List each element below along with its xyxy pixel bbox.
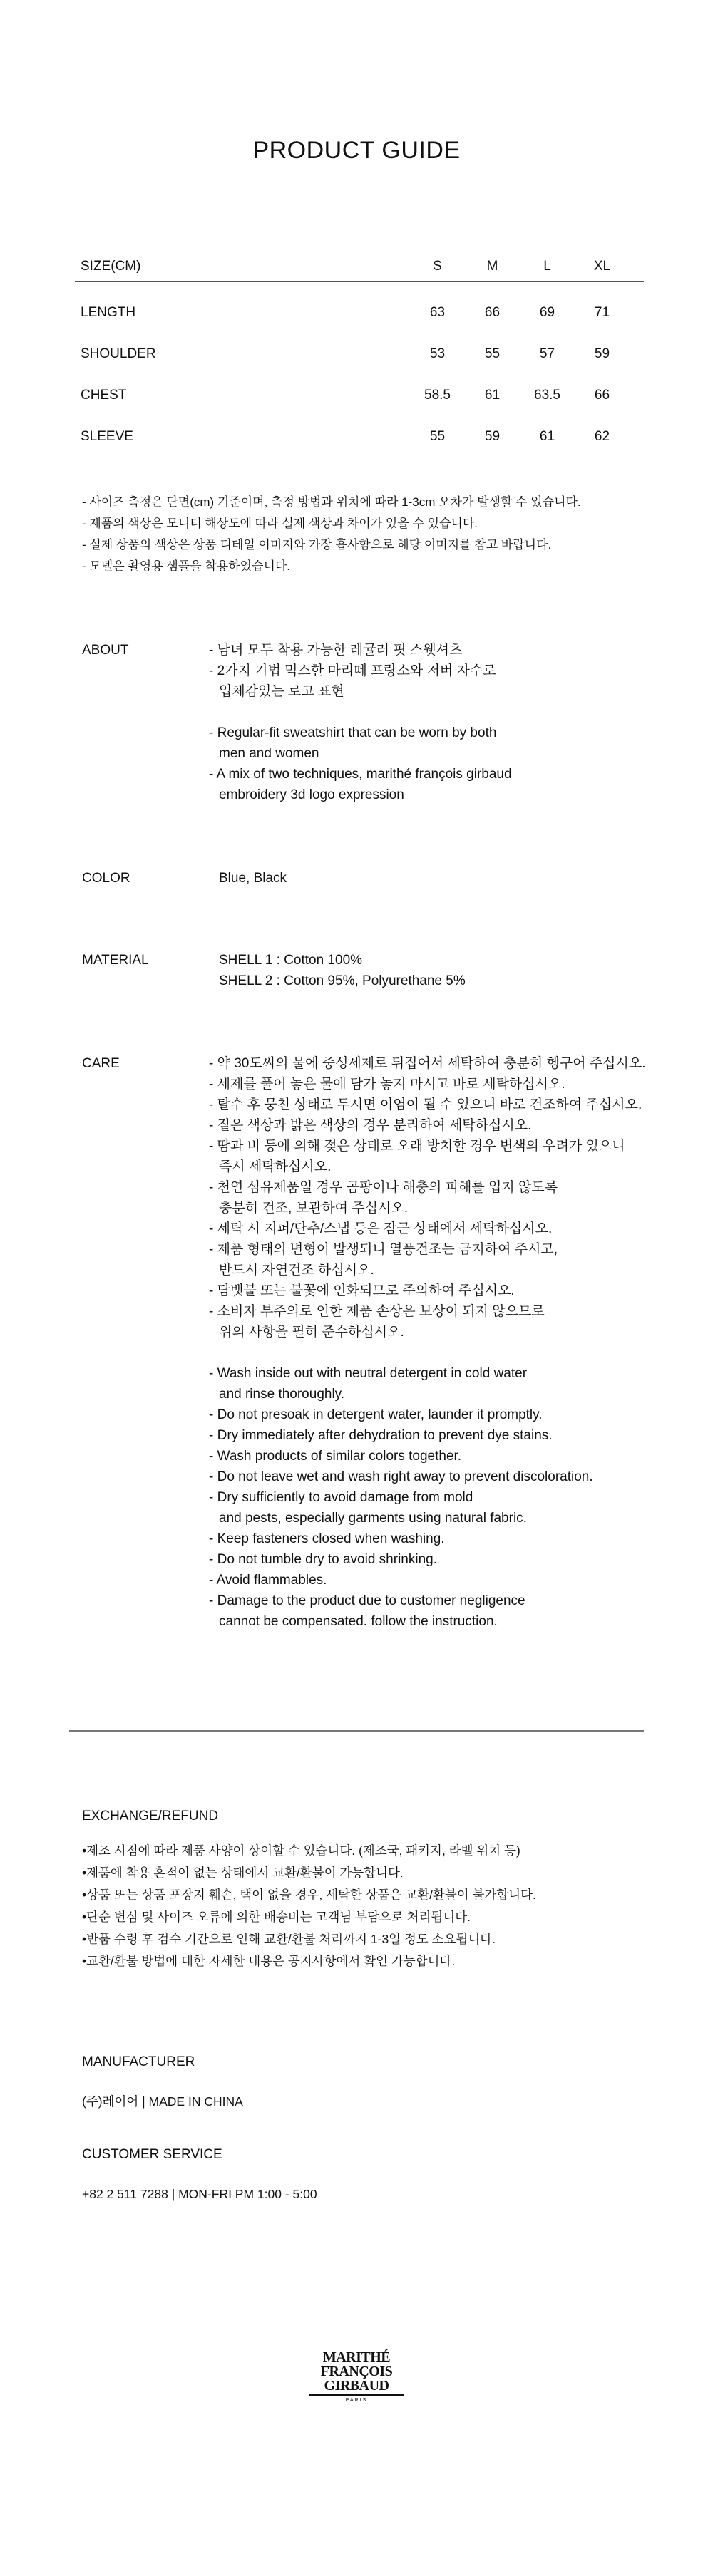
logo-rule xyxy=(309,2394,404,2396)
manufacturer-section xyxy=(82,2051,243,2113)
table-cell: 63 xyxy=(429,305,446,320)
about-line: - 2가지 기법 믹스한 마리떼 프랑소와 저버 자수로 xyxy=(209,663,496,678)
exchange-lines xyxy=(82,1840,536,1972)
logo-paris: PARIS xyxy=(345,2398,368,2403)
care-line: cannot be compensated. follow the instruction. xyxy=(219,1614,498,1629)
care-line: and rinse thoroughly. xyxy=(219,1387,345,1402)
row-label-sleeve: SLEEVE xyxy=(81,429,133,444)
table-cell: 59 xyxy=(484,429,501,444)
care-line: - 땀과 비 등에 의해 젖은 상태로 오래 방치할 경우 변색의 우려가 있으니 xyxy=(209,1139,625,1154)
page-title: PRODUCT GUIDE xyxy=(252,137,461,164)
care-line: - 약 30도씨의 물에 중성세제로 뒤집어서 세탁하여 충분히 헹구어 주십시오. xyxy=(209,1056,646,1071)
care-line: 반드시 자연건조 하십시오. xyxy=(219,1263,374,1278)
exchange-line: •제품에 착용 흔적이 없는 상태에서 교환/환불이 가능합니다. xyxy=(82,1866,404,1880)
care-line: 즉시 세탁하십시오. xyxy=(219,1159,332,1174)
care-label: CARE xyxy=(82,1056,120,1071)
about-label: ABOUT xyxy=(82,643,129,658)
material-line: SHELL 2 : Cotton 95%, Polyurethane 5% xyxy=(219,973,466,988)
logo-line: FRANÇOIS xyxy=(320,2364,393,2379)
care-line: - Wash inside out with neutral detergent in cold water xyxy=(209,1366,528,1381)
care-line: - 세탁 시 지퍼/단추/스냅 등은 잠근 상태에서 세탁하십시오. xyxy=(209,1221,553,1236)
about-line: men and women xyxy=(219,746,319,761)
note-line: - 실제 상품의 색상은 상품 디테일 이미지와 가장 흡사함으로 해당 이미지를 참고 바랍니다. xyxy=(82,538,552,552)
about-line: - 남녀 모두 착용 가능한 레귤러 핏 스웻셔츠 xyxy=(209,643,463,658)
spacer xyxy=(209,1343,665,1363)
size-header-label: SIZE(CM) xyxy=(81,258,141,274)
care-line: 위의 사항을 필히 준수하십시오. xyxy=(219,1325,404,1340)
color-label: COLOR xyxy=(82,871,130,886)
table-cell: 61 xyxy=(484,388,501,403)
customer-service-value: +82 2 511 7288 | MON-FRI PM 1:00 - 5:00 xyxy=(82,2187,317,2201)
note-line: - 제품의 색상은 모니터 해상도에 따라 실제 색상과 차이가 있을 수 있습니다. xyxy=(82,517,478,530)
size-col-s: S xyxy=(433,258,442,274)
care-line: - Do not tumble dry to avoid shrinking. xyxy=(209,1552,437,1567)
exchange-line: •상품 또는 상품 포장지 훼손, 택이 없을 경우, 세탁한 상품은 교환/환불이 불가합니다. xyxy=(82,1888,536,1902)
care-line: - 천연 섬유제품일 경우 곰팡이나 해충의 피해를 입지 않도록 xyxy=(209,1180,558,1195)
care-line: - Dry sufficiently to avoid damage from mold xyxy=(209,1490,473,1505)
manufacturer-value: (주)레이어 | MADE IN CHINA xyxy=(82,2094,243,2109)
size-table-header xyxy=(75,251,644,282)
brand-logo xyxy=(306,2350,407,2406)
care-line: - 짙은 색상과 밝은 색상의 경우 분리하여 세탁하십시오. xyxy=(209,1118,532,1133)
about-line: embroidery 3d logo expression xyxy=(219,787,404,802)
row-label-length: LENGTH xyxy=(81,305,136,320)
table-cell: 71 xyxy=(594,305,610,320)
table-row xyxy=(75,375,644,416)
table-cell: 69 xyxy=(539,305,555,320)
manufacturer-heading: MANUFACTURER xyxy=(82,2054,195,2069)
care-line: and pests, especially garments using natural fabric. xyxy=(219,1511,527,1526)
about-body xyxy=(209,640,665,805)
material-line: SHELL 1 : Cotton 100% xyxy=(219,953,363,968)
exchange-line: •제조 시점에 따라 제품 사양이 상이할 수 있습니다. (제조국, 패키지, 라벨 위치 등) xyxy=(82,1843,520,1858)
care-line: - 세제를 풀어 놓은 물에 담가 놓지 마시고 바로 세탁하십시오. xyxy=(209,1077,565,1092)
table-cell: 62 xyxy=(594,429,610,444)
care-line: - Keep fasteners closed when washing. xyxy=(209,1531,445,1546)
care-line: - 탈수 후 뭉친 상태로 두시면 이염이 될 수 있으니 바로 건조하여 주십시오. xyxy=(209,1097,642,1112)
table-cell: 66 xyxy=(594,388,610,403)
table-cell: 55 xyxy=(429,429,446,444)
table-cell: 63.5 xyxy=(534,388,560,403)
care-line: - 제품 형태의 변형이 발생되니 열풍건조는 금지하여 주시고, xyxy=(209,1242,558,1257)
about-line: 입체감있는 로고 표현 xyxy=(219,684,344,699)
table-cell: 53 xyxy=(429,346,446,361)
care-line: - Damage to the product due to customer negligence xyxy=(209,1593,525,1608)
exchange-line: •교환/환불 방법에 대한 자세한 내용은 공지사항에서 확인 가능합니다. xyxy=(82,1954,456,1968)
table-row xyxy=(75,292,644,333)
about-line: - Regular-fit sweatshirt that can be worn by both xyxy=(209,725,497,740)
spacer xyxy=(209,702,665,723)
table-row xyxy=(75,333,644,375)
section-divider xyxy=(69,1730,644,1732)
table-cell: 57 xyxy=(539,346,555,361)
size-col-m: M xyxy=(486,258,498,274)
care-line: - 담뱃불 또는 불꽃에 인화되므로 주의하여 주십시오. xyxy=(209,1283,515,1298)
care-line: - Dry immediately after dehydration to prevent dye stains. xyxy=(209,1428,553,1443)
exchange-line: •단순 변심 및 사이즈 오류에 의한 배송비는 고객님 부담으로 처리됩니다. xyxy=(82,1910,471,1924)
care-line: - 소비자 부주의로 인한 제품 손상은 보상이 되지 않으므로 xyxy=(209,1304,545,1319)
customer-service-section xyxy=(82,2143,317,2205)
care-body xyxy=(209,1053,665,1632)
material-body xyxy=(219,950,675,991)
about-line: - A mix of two techniques, marithé françois girbaud xyxy=(209,767,512,782)
logo-line: MARITHÉ xyxy=(322,2349,391,2365)
material-label: MATERIAL xyxy=(82,953,149,968)
size-col-l: L xyxy=(543,258,551,274)
care-line: - Do not leave wet and wash right away to prevent discoloration. xyxy=(209,1469,593,1484)
size-notes xyxy=(82,492,581,577)
table-cell: 66 xyxy=(484,305,501,320)
exchange-line: •반품 수령 후 검수 기간으로 인해 교환/환불 처리까지 1-3일 정도 소요됩니다. xyxy=(82,1932,496,1946)
table-cell: 59 xyxy=(594,346,610,361)
care-line: - Wash products of similar colors together. xyxy=(209,1449,462,1464)
logo-line: GIRBAUD xyxy=(324,2378,389,2394)
care-line: 충분히 건조, 보관하여 주십시오. xyxy=(219,1201,408,1216)
exchange-section xyxy=(82,1805,536,1972)
size-table xyxy=(75,251,644,457)
table-cell: 61 xyxy=(539,429,555,444)
exchange-heading: EXCHANGE/REFUND xyxy=(82,1809,219,1824)
row-label-chest: CHEST xyxy=(81,388,127,403)
note-line: - 모델은 촬영용 샘플을 착용하였습니다. xyxy=(82,559,291,573)
care-line: - Avoid flammables. xyxy=(209,1573,327,1588)
table-cell: 58.5 xyxy=(424,388,451,403)
table-cell: 55 xyxy=(484,346,501,361)
size-col-xl: XL xyxy=(593,258,611,274)
row-label-shoulder: SHOULDER xyxy=(81,346,156,361)
color-value: Blue, Black xyxy=(219,871,287,886)
table-row xyxy=(75,416,644,457)
care-line: - Do not presoak in detergent water, launder it promptly. xyxy=(209,1407,543,1422)
customer-service-heading: CUSTOMER SERVICE xyxy=(82,2147,222,2162)
note-line: - 사이즈 측정은 단면(cm) 기준이며, 측정 방법과 위치에 따라 1-3cm 오차가 발생할 수 있습니다. xyxy=(82,495,581,509)
